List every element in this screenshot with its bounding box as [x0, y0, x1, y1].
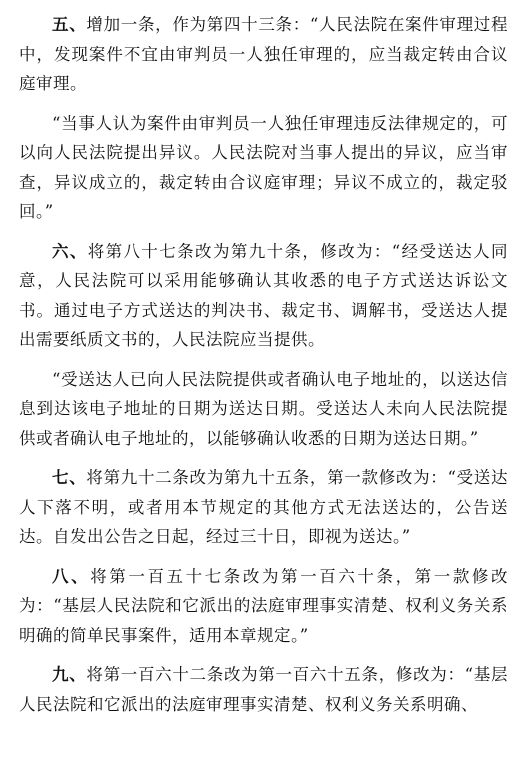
paragraph-text: 将第九十二条改为第九十五条，第一款修改为：“受送达人下落不明，或者用本节规定的其他方式无法送达的，公告送达。自发出公告之日起，经过三十日，即视为送达。”	[19, 468, 508, 546]
document-body	[19, 10, 508, 719]
paragraph-5	[19, 10, 508, 99]
item-number: 九、	[52, 665, 87, 684]
item-number: 八、	[52, 566, 91, 586]
item-number: 六、	[52, 241, 88, 261]
paragraph-6	[19, 237, 508, 355]
paragraph-8	[19, 562, 508, 651]
paragraph-7	[19, 463, 508, 552]
paragraph-text: “当事人认为案件由审判员一人独任审理违反法律规定的，可以向人民法院提出异议。人民法院对当事人提出的异议，应当审查，异议成立的，裁定转由合议庭审理；异议不成立的，裁定驳回。”	[19, 113, 508, 221]
paragraph-text: “受送达人已向人民法院提供或者确认电子地址的，以送达信息到达该电子地址的日期为送达日期。受送达人未向人民法院提供或者确认电子地址的，以能够确认收悉的日期为送达日期。”	[19, 369, 508, 448]
paragraph-text: 将第一百六十二条改为第一百六十五条，修改为：“基层人民法院和它派出的法庭审理事实清楚、权利义务关系明确、	[19, 665, 508, 714]
paragraph-6-continued	[19, 365, 508, 454]
paragraph-5-continued	[19, 109, 508, 227]
paragraph-text: 增加一条，作为第四十三条：“人民法院在案件审理过程中，发现案件不宜由审判员一人独任审理的，应当裁定转由合议庭审理。	[19, 15, 508, 93]
paragraph-text: 将第一百五十七条改为第一百六十条，第一款修改为：“基层人民法院和它派出的法庭审理事实清楚、权利义务关系明确的简单民事案件，适用本章规定。”	[19, 566, 509, 645]
item-number: 七、	[52, 468, 87, 487]
paragraph-9	[19, 660, 508, 719]
paragraph-text: 将第八十七条改为第九十条，修改为：“经受送达人同意，人民法院可以采用能够确认其收悉的电子方式送达诉讼文书。通过电子方式送达的判决书、裁定书、调解书，受送达人提出需要纸质文书的，人民法院应当提供。	[19, 241, 508, 349]
item-number: 五、	[52, 15, 87, 34]
